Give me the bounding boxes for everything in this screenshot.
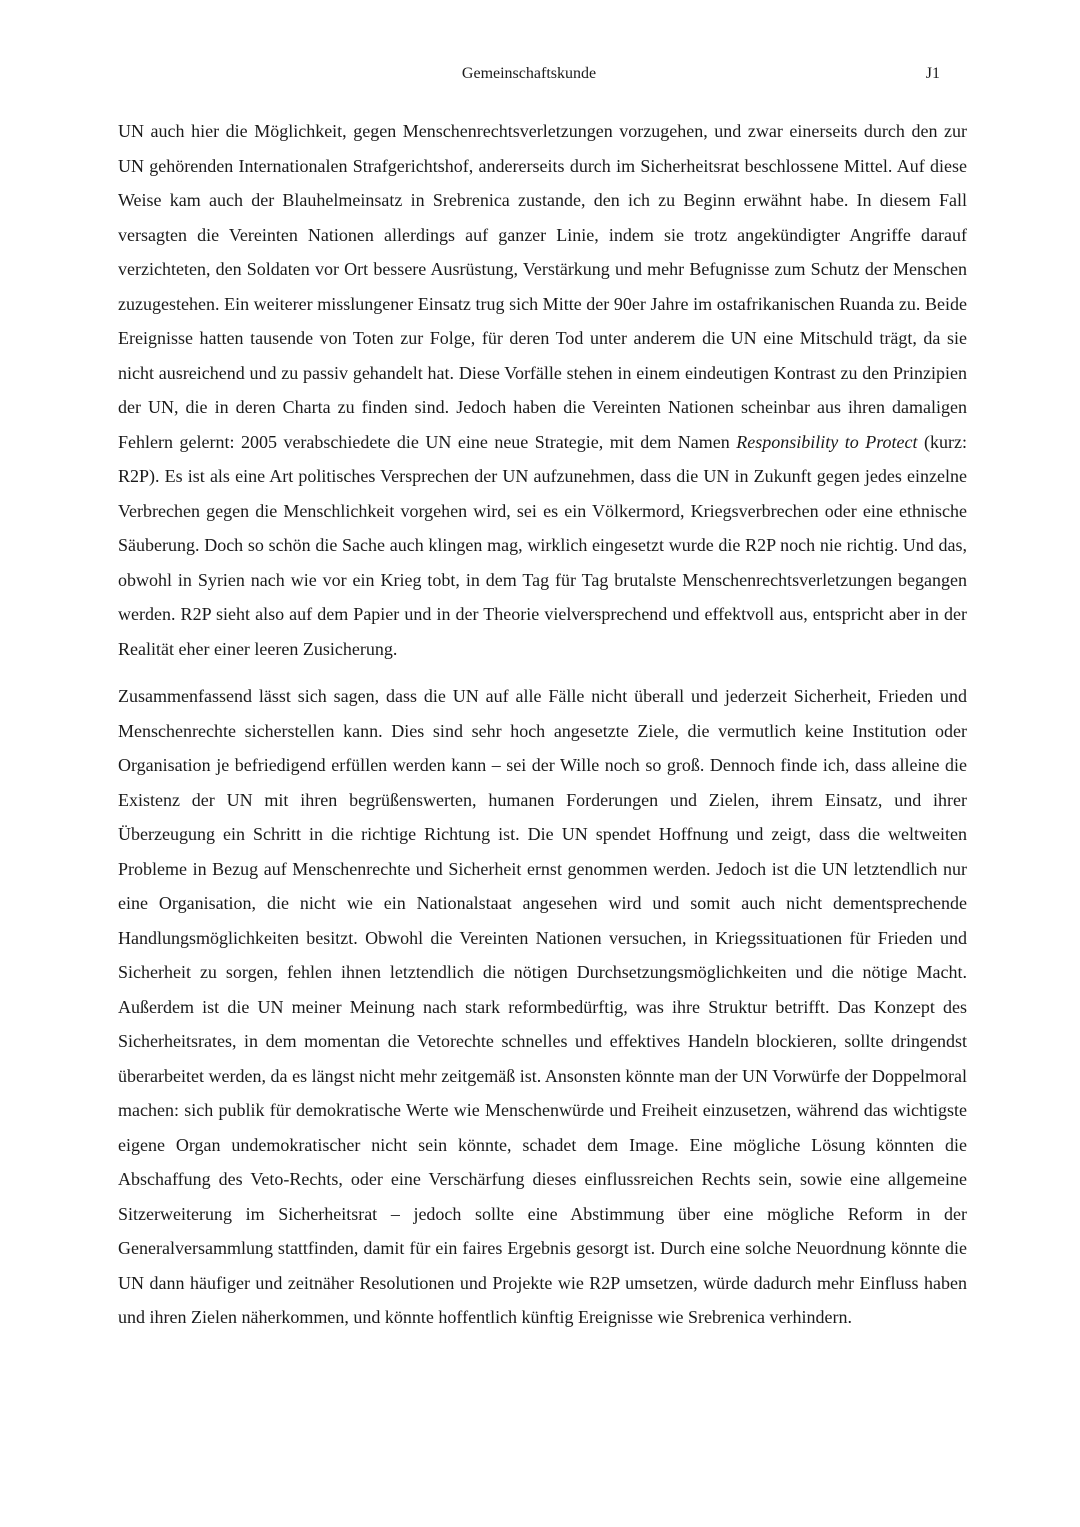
header-class-code: J1: [925, 65, 940, 82]
paragraph-un-failures: [118, 114, 967, 666]
header-title: Gemeinschaftskunde: [461, 65, 597, 82]
paragraph-text: (kurz: R2P). Es ist als eine Art politisches Versprechen der UN aufzunehmen, dass die UN in Zukunft gegen jedes einzelne Verbrechen gegen die Menschlichkeit vorgehen wird, sei es ein Völkermord, Kriegsverbrechen oder eine ethnische Säuberung. Doch so schön die Sache auch klingen mag, wirklich eingesetzt wurde die R2P noch nie richtig. Und das, obwohl in Syrien nach wie vor ein Krieg tobt, in dem Tag für Tag brutalste Menschenrechtsverletzungen begangen werden. R2P sieht also auf dem Papier und in der Theorie vielversprechend und effektvoll aus, entspricht aber in der Realität eher einer leeren Zusicherung.: [118, 431, 967, 659]
essay-body: [118, 114, 967, 1335]
page-header: [118, 60, 940, 90]
emphasized-term: Responsibility to Protect: [736, 431, 918, 452]
paragraph-conclusion: Zusammenfassend lässt sich sagen, dass die UN auf alle Fälle nicht überall und jederzeit Sicherheit, Frieden und Menschenrechte sicherstellen kann. Dies sind sehr hoch angesetzte Ziele, die vermutlich keine Institution oder Organisation je befriedigend erfüllen werden kann – sei der Wille noch so groß. Dennoch finde ich, dass alleine die Existenz der UN mit ihren begrüßenswerten, humanen Forderungen und Zielen, ihrem Einsatz, und ihrer Überzeugung ein Schritt in die richtige Richtung ist. Die UN spendet Hoffnung und zeigt, dass die weltweiten Probleme in Bezug auf Menschenrechte und Sicherheit ernst genommen werden. Jedoch ist die UN letztendlich nur eine Organisation, die nicht wie ein Nationalstaat angesehen wird und somit auch nicht dementsprechende Handlungsmöglichkeiten besitzt. Obwohl die Vereinten Nationen versuchen, in Kriegssituationen für Frieden und Sicherheit zu sorgen, fehlen ihnen letztendlich die nötigen Durchsetzungsmöglichkeiten und die nötige Macht. Außerdem ist die UN meiner Meinung nach stark reformbedürftig, was ihre Struktur betrifft. Das Konzept des Sicherheitsrates, in dem momentan die Vetorechte schnelles und effektives Handeln blockieren, sollte dringendst überarbeitet werden, da es längst nicht mehr zeitgemäß ist. Ansonsten könnte man der UN Vorwürfe der Doppelmoral machen: sich publik für demokratische Werte wie Menschenwürde und Freiheit einzusetzen, während das wichtigste eigene Organ undemokratischer nicht sein könnte, schadet dem Image. Eine mögliche Lösung könnten die Abschaffung des Veto-Rechts, oder eine Verschärfung dieses einflussreichen Rechts sein, sowie eine allgemeine Sitzerweiterung im Sicherheitsrat – jedoch sollte eine Abstimmung über eine mögliche Reform in der Generalversammlung stattfinden, damit für ein faires Ergebnis gesorgt ist. Durch eine solche Neuordnung könnte die UN dann häufiger und zeitnäher Resolutionen und Projekte wie R2P umsetzen, würde dadurch mehr Einfluss haben und ihren Zielen näherkommen, und könnte hoffentlich künftig Ereignisse wie Srebrenica verhindern.: [118, 686, 967, 1327]
paragraph-text: UN auch hier die Möglichkeit, gegen Menschenrechtsverletzungen vorzugehen, und zwar einerseits durch den zur UN gehörenden Internationalen Strafgerichtshof, andererseits durch im Sicherheitsrat beschlossene Mittel. Auf diese Weise kam auch der Blauhelmeinsatz in Srebrenica zustande, den ich zu Beginn erwähnt habe. In diesem Fall versagten die Vereinten Nationen allerdings auf ganzer Linie, indem sie trotz angekündigter Angriffe darauf verzichteten, den Soldaten vor Ort bessere Ausrüstung, Verstärkung und mehr Befugnisse zum Schutz der Menschen zuzugestehen. Ein weiterer misslungener Einsatz trug sich Mitte der 90er Jahre im ostafrikanischen Ruanda zu. Beide Ereignisse hatten tausende von Toten zur Folge, für deren Tod unter anderem die UN eine Mitschuld trägt, da sie nicht ausreichend und zu passiv gehandelt hat. Diese Vorfälle stehen in einem eindeutigen Kontrast zu den Prinzipien der UN, die in deren Charta zu finden sind. Jedoch haben die Vereinten Nationen scheinbar aus ihren damaligen Fehlern gelernt: 2005 verabschiedete die UN eine neue Strategie, mit dem Namen: [118, 121, 967, 452]
